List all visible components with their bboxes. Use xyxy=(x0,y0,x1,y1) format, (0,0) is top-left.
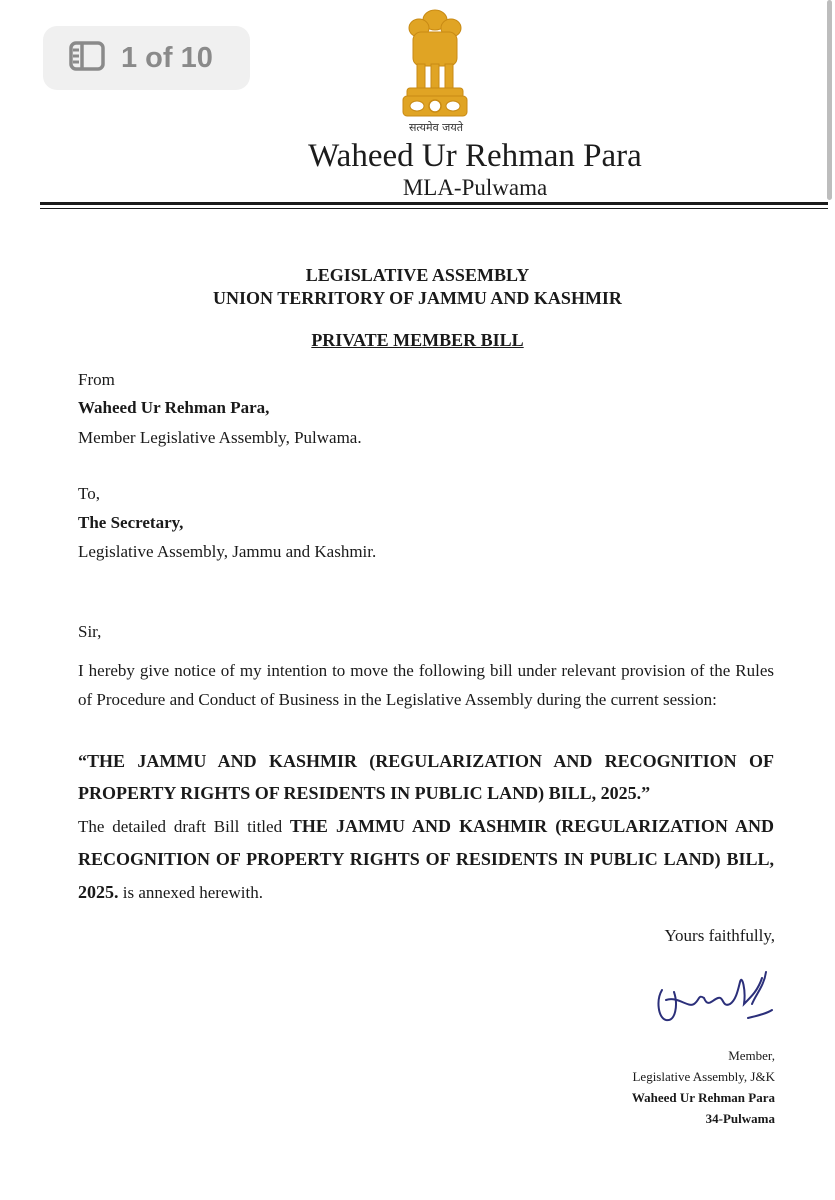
bill-title: “THE JAMMU AND KASHMIR (REGULARIZATION AND RECOGNITION OF PROPERTY RIGHTS OF RESIDENTS IN PUBLIC LAND) BILL, 2025.” xyxy=(78,751,774,803)
heading-bill-type: PRIVATE MEMBER BILL xyxy=(311,330,524,350)
signer-role: Member, xyxy=(728,1048,775,1063)
valediction: Yours faithfully, xyxy=(664,926,775,945)
signer-name: Waheed Ur Rehman Para xyxy=(631,1090,775,1105)
handwritten-signature xyxy=(648,960,778,1040)
header-rule-thin xyxy=(40,208,828,209)
from-name: Waheed Ur Rehman Para, xyxy=(78,398,270,417)
to-label: To, xyxy=(78,484,100,503)
heading-territory: UNION TERRITORY OF JAMMU AND KASHMIR xyxy=(213,288,622,308)
signer-body: Legislative Assembly, J&K xyxy=(632,1069,775,1084)
annex-prefix: The detailed draft Bill titled xyxy=(78,817,290,836)
notice-paragraph: I hereby give notice of my intention to move the following bill under relevant provision of the Rules of Procedure and Conduct of Business in the Legislative Assembly during the current session: xyxy=(78,661,774,709)
letterhead-designation: MLA-Pulwama xyxy=(402,175,548,200)
page-count: 1 of 10 xyxy=(121,41,213,74)
heading-assembly: LEGISLATIVE ASSEMBLY xyxy=(305,265,530,285)
page-indicator[interactable] xyxy=(43,26,250,90)
annex-suffix: is annexed herewith. xyxy=(118,883,263,902)
to-detail: Legislative Assembly, Jammu and Kashmir. xyxy=(78,542,377,561)
letterhead-name: Waheed Ur Rehman Para xyxy=(308,138,642,174)
signer-constituency: 34-Pulwama xyxy=(705,1111,775,1126)
annex-paragraph xyxy=(78,810,774,909)
salutation: Sir, xyxy=(78,622,102,641)
book-pages-icon xyxy=(69,41,105,76)
header-rule xyxy=(40,202,828,205)
from-label: From xyxy=(78,370,115,389)
to-name: The Secretary, xyxy=(78,513,184,532)
emblem-motto: सत्यमेव जयते xyxy=(408,121,463,134)
annex-title: THE JAMMU AND KASHMIR (REGULARIZATION AND RECOGNITION OF PROPERTY RIGHTS OF RESIDENTS IN PUBLIC LAND) BILL, 2025. xyxy=(78,816,774,902)
from-detail: Member Legislative Assembly, Pulwama. xyxy=(78,428,362,447)
